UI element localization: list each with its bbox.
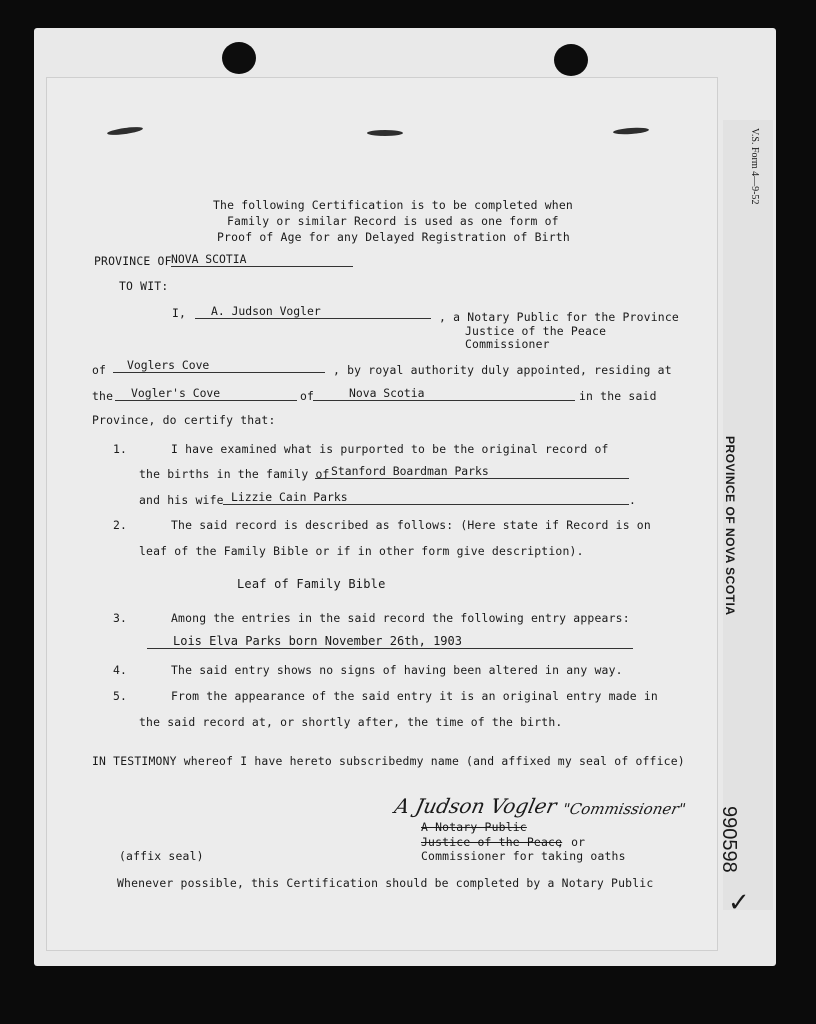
item1-wife-field: Lizzie Cain Parks [223,491,629,505]
item2-text: The said record is described as follows: (Here state if Record is on [171,518,651,532]
item5-text: From the appearance of the said entry it is an original entry made in [171,689,658,703]
signature-notary-line: A Notary Public [421,820,527,834]
of-field: Voglers Cove [113,359,325,373]
certification-sheet [47,78,717,950]
item1-text: I have examined what is purported to be the original record of [171,442,609,456]
of-label: of [92,363,107,377]
item1-number: 1. [113,442,128,456]
affix-seal-label: (affix seal) [119,849,204,863]
declarant-role-2: Justice of the Peace [465,324,607,338]
item1-family-field: Stanford Boardman Parks [315,465,629,479]
header-line-3: Proof of Age for any Delayed Registration of Birth [217,230,570,244]
the-field: Vogler's Cove [115,387,297,401]
item4-text: The said entry shows no signs of having been altered in any way. [171,663,623,677]
form-number: V.S. Form 4—9-52 [749,128,760,205]
item1-end: . [629,493,637,507]
handwritten-signature: A Judson Vogler [392,794,559,818]
appointed-text: , by royal authority duly appointed, residing at [333,363,672,377]
header-line-1: The following Certification is to be completed when [213,198,573,212]
check-mark: ✓ [728,888,750,918]
province-field: NOVA SCOTIA [171,253,353,267]
declarant-role-3: Commissioner [465,337,550,351]
item5-text-2: the said record at, or shortly after, the time of the birth. [139,715,563,729]
item1-family-prefix: the births in the family of [139,467,330,481]
province-label: PROVINCE OF [94,254,172,268]
handwritten-title: "Commissioner" [561,800,688,818]
certify-text: Province, do certify that: [92,413,276,427]
punch-hole-left [222,42,256,74]
of2-field: Nova Scotia [313,387,575,401]
declarant-role-1: , a Notary Public for the Province [439,310,679,324]
declarant-name-field: A. Judson Vogler [195,305,431,319]
province-side-label: PROVINCE OF NOVA SCOTIA [723,436,737,616]
staple-mark-center [367,130,403,136]
declarant-prefix: I, [172,306,187,320]
signature-justice-line: Justice of the Peace [421,835,563,849]
item3-text: Among the entries in the said record the following entry appears: [171,611,630,625]
item4-number: 4. [113,663,128,677]
item3-entry-field: Lois Elva Parks born November 26th, 1903 [147,635,633,649]
in-said-text: in the said [579,389,657,403]
item2-text-2: leaf of the Family Bible or if in other form give description). [139,544,584,558]
staple-mark-right [613,127,649,135]
item1-wife-prefix: and his wife [139,493,224,507]
header-line-2: Family or similar Record is used as one form of [227,214,559,228]
testimony-text: IN TESTIMONY whereof I have hereto subscribedmy name (and affixed my seal of office) [92,754,685,768]
item5-number: 5. [113,689,128,703]
item2-description: Leaf of Family Bible [237,577,386,591]
punch-hole-right [554,44,588,76]
item3-number: 3. [113,611,128,625]
signature-justice-suffix: , or [557,835,586,849]
footer-note: Whenever possible, this Certification should be completed by a Notary Public [117,876,654,890]
staple-mark-left [107,126,143,137]
the-label: the [92,389,114,403]
of2-label: of [300,389,315,403]
signature-commissioner-line: Commissioner for taking oaths [421,849,626,863]
registration-number: 990598 [718,806,740,873]
item2-number: 2. [113,518,128,532]
to-wit-label: TO WIT: [119,279,169,293]
